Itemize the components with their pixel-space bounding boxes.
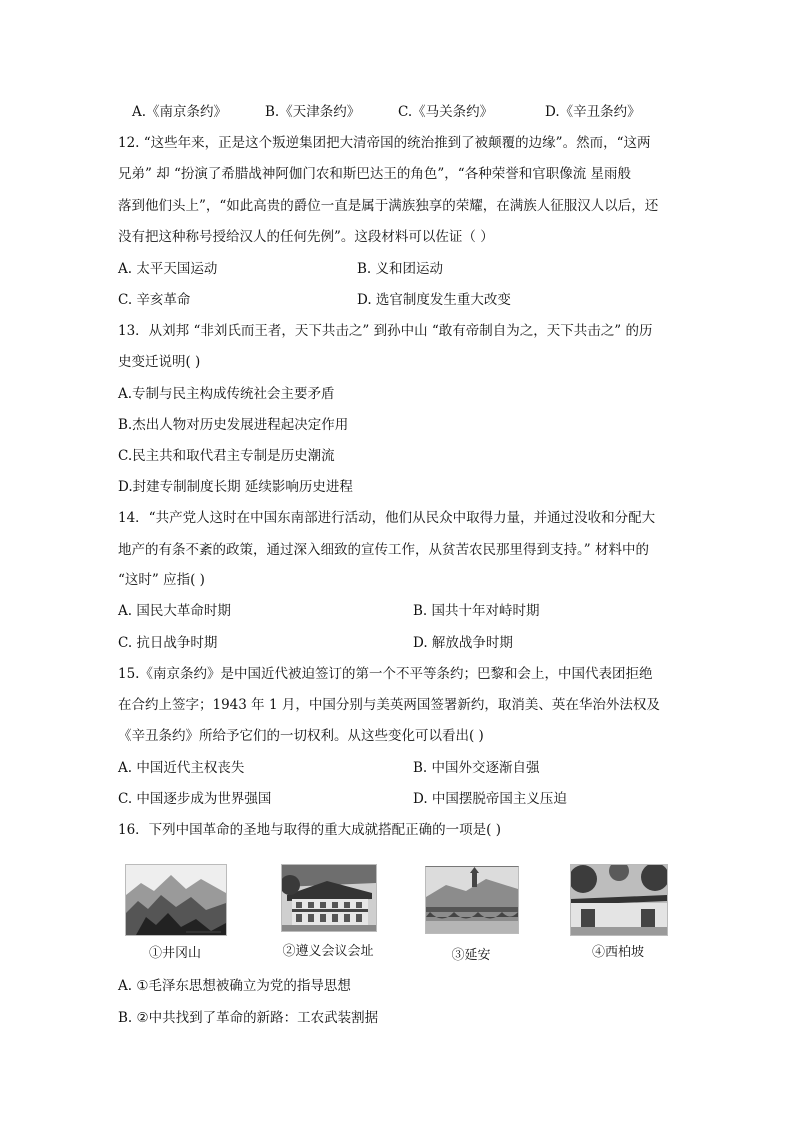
figure-caption-2: ②遵义会议会址 (282, 944, 374, 959)
q12-option-b: B. 义和团运动 (357, 261, 444, 277)
q12-option-d: D. 选官制度发生重大改变 (357, 292, 511, 308)
q15-option-d: D. 中国摆脱帝国主义压迫 (413, 791, 567, 807)
q15-stem-line-3: 《辛丑条约》所给予它们的一切权利。从这些变化可以看出( ) (118, 728, 484, 744)
q14-option-b: B. 国共十年对峙时期 (413, 603, 540, 619)
q12-stem-line-1: 12. “这些年来，正是这个叛逆集团把大清帝国的统治推到了被颠覆的边缘”。然而，“这两 (118, 135, 651, 151)
q14-stem-line-1: 14．“共产党人这时在中国东南部进行活动，他们从民众中取得力量，并通过没收和分配大 (118, 510, 656, 526)
q11-option-a: A.《南京条约》 (132, 104, 228, 120)
q16-stem-line-1: 16．下列中国革命的圣地与取得的重大成就搭配正确的一项是( ) (118, 822, 502, 838)
zunyi-conference-site-photo (281, 864, 377, 932)
q14-option-c: C. 抗日战争时期 (118, 635, 218, 651)
q11-option-b: B.《天津条约》 (265, 104, 361, 120)
q12-stem-line-4: 没有把这种称号授给汉人的任何先例”。这段材料可以佐证（ ） (118, 229, 494, 245)
q15-option-a: A. 中国近代主权丧失 (118, 760, 245, 776)
jinggangshan-photo (125, 864, 227, 936)
q14-stem-line-2: 地产的有条不紊的政策，通过深入细致的宣传工作，从贫苦农民那里得到支持。” 材料中的 (118, 542, 649, 558)
q16-option-b: B. ②中共找到了革命的新路：工农武装割据 (118, 1010, 379, 1026)
q12-option-a: A. 太平天国运动 (118, 261, 218, 277)
q15-stem-line-2: 在合约上签字；1943 年 1 月，中国分别与美英两国签署新约，取消美、英在华治外法权及 (118, 697, 660, 713)
q15-option-b: B. 中国外交逐渐自强 (413, 760, 540, 776)
q14-option-a: A. 国民大革命时期 (118, 603, 231, 619)
q16-option-a: A. ①毛泽东思想被确立为党的指导思想 (118, 978, 351, 994)
q12-option-c: C. 辛亥革命 (118, 292, 191, 308)
q14-stem-line-3: “这时” 应指( ) (118, 572, 205, 588)
figure-caption-3: ③延安 (451, 948, 491, 963)
q13-option-b: B.杰出人物对历史发展进程起决定作用 (118, 417, 349, 433)
q12-stem-line-3: 落到他们头上”，“如此高贵的爵位一直是属于满族独享的荣耀，在满族人征服汉人以后，还 (118, 198, 659, 214)
q11-option-c: C.《马关条约》 (398, 104, 494, 120)
q14-option-d: D. 解放战争时期 (413, 635, 513, 651)
q15-option-c: C. 中国逐步成为世界强国 (118, 791, 272, 807)
q13-option-a: A.专制与民主构成传统社会主要矛盾 (118, 386, 335, 402)
q11-option-d: D.《辛丑条约》 (545, 104, 641, 120)
q13-stem-line-1: 13．从刘邦 “非刘氏而王者，天下共击之” 到孙中山 “敢有帝制自为之，天下共击之” 的历 (118, 323, 653, 339)
figure-caption-1: ①井冈山 (148, 946, 201, 961)
q12-stem-line-2: 兄弟” 却 “扮演了希腊战神阿伽门农和斯巴达王的角色”，“各种荣誉和官职像流 星雨般 (118, 166, 631, 182)
figure-caption-4: ④西柏坡 (591, 945, 644, 960)
q13-option-d: D.封建专制制度长期 延续影响历史进程 (118, 479, 353, 495)
q13-option-c: C.民主共和取代君主专制是历史潮流 (118, 448, 335, 464)
q13-stem-line-2: 史变迁说明( ) (118, 354, 201, 370)
yanan-pagoda-photo (425, 866, 519, 934)
xibaipo-photo (570, 864, 668, 936)
q15-stem-line-1: 15.《南京条约》是中国近代被迫签订的第一个不平等条约；巴黎和会上，中国代表团拒绝 (118, 666, 653, 682)
